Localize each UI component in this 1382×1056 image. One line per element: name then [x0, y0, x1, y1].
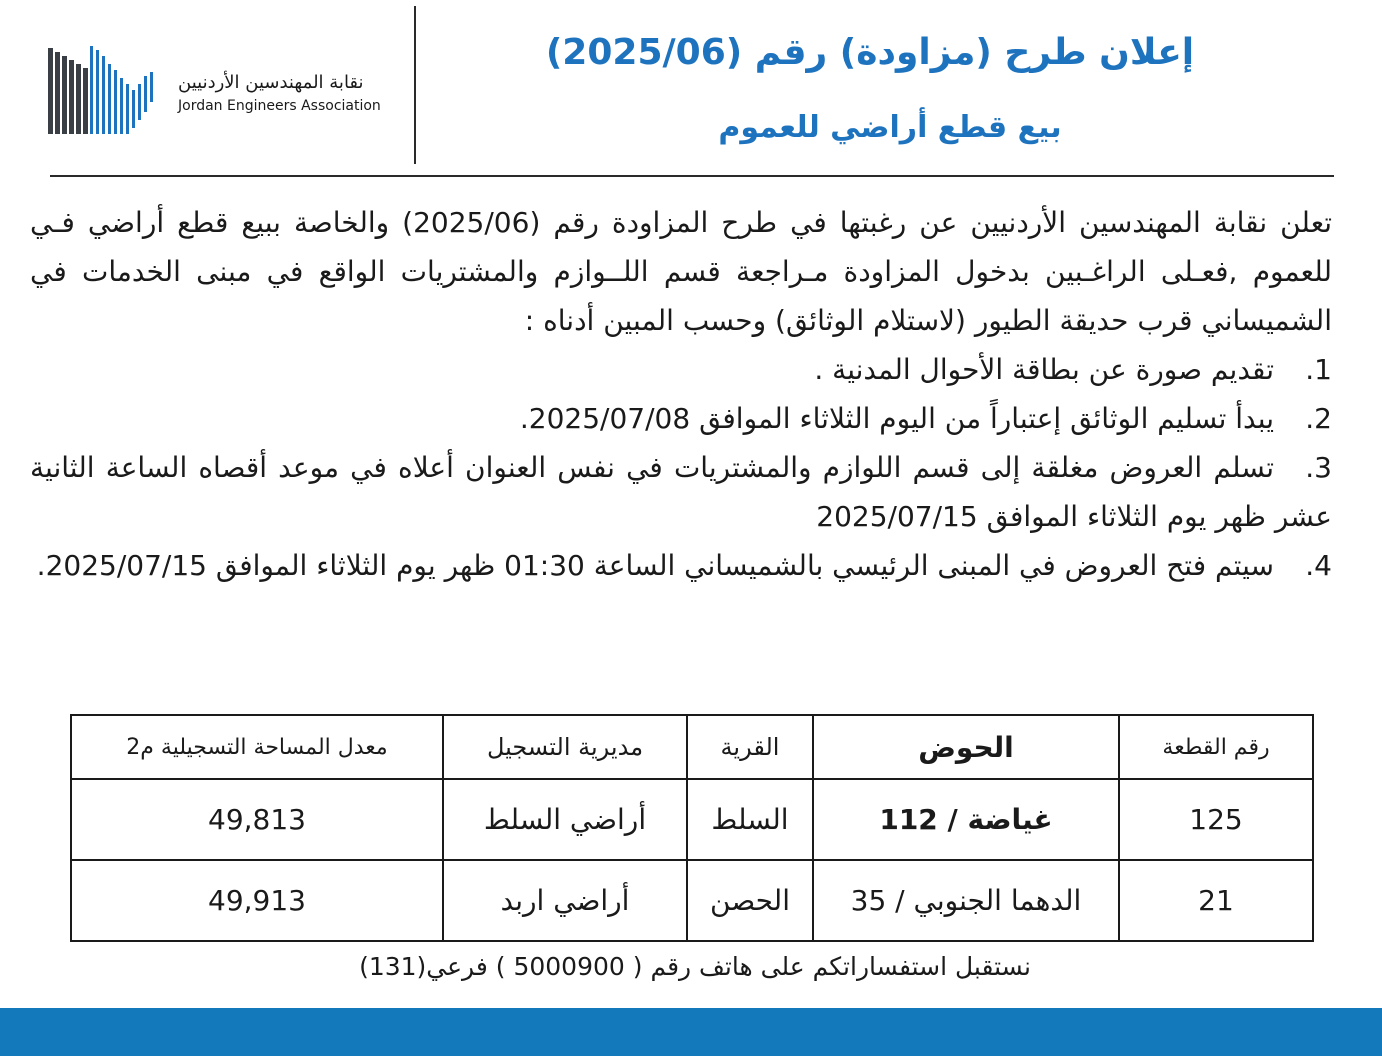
cell-plot-number: 125 [1119, 779, 1313, 860]
cell-directorate: أراضي السلط [443, 779, 687, 860]
parcels-table [70, 714, 1314, 942]
header-directorate: مديرية التسجيل [443, 715, 687, 779]
item-text: يبدأ تسليم الوثائق إعتباراً من اليوم الثلاثاء الموافق 2025/07/08. [519, 402, 1274, 435]
header-plot-number: رقم القطعة [1119, 715, 1313, 779]
contact-line: نستقبل استفساراتكم على هاتف رقم ( 5000900 ) فرعي(131) [359, 952, 1031, 981]
header-area: معدل المساحة التسجيلية م2 [71, 715, 443, 779]
footer-bar [0, 1008, 1382, 1056]
logo-arabic-name: نقابة المهندسين الأردنيين [178, 72, 364, 93]
table-header-row [71, 715, 1313, 779]
cell-village: السلط [687, 779, 813, 860]
logo-english-name: Jordan Engineers Association [178, 98, 381, 114]
list-item [30, 345, 1332, 394]
list-item [30, 541, 1332, 590]
cell-hawd: الدهما الجنوبي / 35 [813, 860, 1119, 941]
cell-hawd: غياضة / 112 [813, 779, 1119, 860]
cell-area: 49,813 [71, 779, 443, 860]
page-subtitle: بيع قطع أراضي للعموم [718, 110, 1062, 145]
item-text: تسلم العروض مغلقة إلى قسم اللوازم والمشتريات في نفس العنوان أعلاه في موعد أقصاه الساعة الثانية عشر ظهر يوم الثلاثاء الموافق 2025/07/15 [30, 451, 1332, 533]
cell-area: 49,913 [71, 860, 443, 941]
announcement-body [30, 198, 1332, 590]
item-number: 1. [1305, 353, 1332, 386]
table-row [71, 779, 1313, 860]
item-text: سيتم فتح العروض في المبنى الرئيسي بالشميساني الساعة 01:30 ظهر يوم الثلاثاء الموافق 2025/07/15. [36, 549, 1274, 582]
header-village: القرية [687, 715, 813, 779]
table-row [71, 860, 1313, 941]
cell-directorate: أراضي اربد [443, 860, 687, 941]
list-item [30, 394, 1332, 443]
page-title: إعلان طرح (مزاودة) رقم (2025/06) [545, 32, 1195, 73]
list-item [30, 443, 1332, 541]
intro-paragraph: تعلن نقابة المهندسين الأردنيين عن رغبتها في طرح المزاودة رقم (2025/06) والخاصة ببيع قطع أراضي فـي للعموم ,فعـلى الراغـبين بدخول المزاودة مـراجعة قسم اللــوازم والمشتريات الواقع في مبنى الخدمات في الشميساني قرب حديقة الطيور (لاستلام الوثائق) وحسب المبين أدناه : [30, 206, 1333, 337]
item-number: 4. [1305, 549, 1332, 582]
header-rule [50, 175, 1334, 177]
cell-plot-number: 21 [1119, 860, 1313, 941]
cell-village: الحصن [687, 860, 813, 941]
item-number: 3. [1305, 451, 1332, 484]
header-divider [414, 6, 416, 164]
jea-emblem-icon [46, 44, 166, 140]
header-hawd: الحوض [813, 715, 1119, 779]
item-number: 2. [1305, 402, 1332, 435]
item-text: تقديم صورة عن بطاقة الأحوال المدنية . [814, 353, 1274, 386]
